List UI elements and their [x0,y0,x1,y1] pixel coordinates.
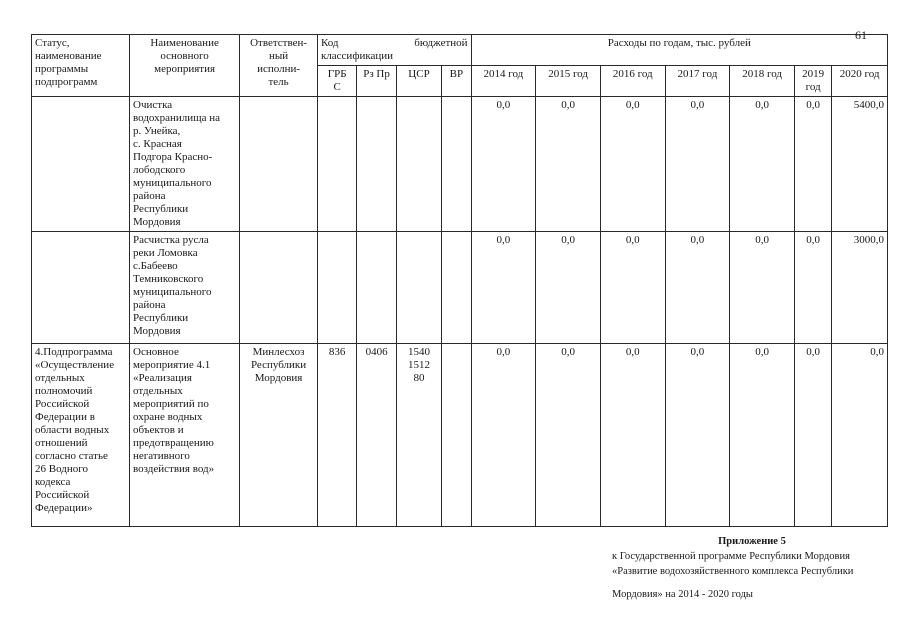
status-cell [32,231,130,343]
page-number: 61 [855,28,867,42]
appendix-line-1: к Государственной программе Республики Мордовия [612,551,850,563]
value-2020: 5400,0 [832,96,888,231]
appendix-note [612,534,902,602]
vr-cell [442,343,471,526]
value-2014: 0,0 [471,343,536,526]
csr-cell [396,231,441,343]
value-2014: 0,0 [471,96,536,231]
csr-cell [396,96,441,231]
status-cell: 4.Подпрограмма «Осуществление отдельных полномочий Российской Федерации в области водных отношений согласно статье 26 Водного кодекса Российской Федерации» [32,343,130,526]
header-kod-left: Код [320,37,339,49]
table-row [32,96,888,231]
header-vr: ВР [442,65,471,96]
measure-cell: Основное мероприятие 4.1 «Реализация отдельных мероприятий по охране водных объектов и предотвращению негативного воздействия вод» [130,343,240,526]
appendix-line-2: «Развитие водохозяйственного комплекса Республики [612,566,854,578]
appendix-title: Приложение 5 [718,536,786,547]
header-rzpr: Рз Пр [357,65,396,96]
value-2015: 0,0 [536,343,601,526]
budget-table [31,34,888,527]
grbs-cell [317,96,356,231]
header-year-2019: 2019 год [794,65,831,96]
header-year-2017: 2017 год [665,65,730,96]
value-2020: 3000,0 [832,231,888,343]
header-kod-right: бюджетной [414,37,468,49]
measure-cell: Расчистка русла реки Ломовка с.Бабеево Темниковского муниципального района Республики Мордовия [130,231,240,343]
value-2019: 0,0 [794,96,831,231]
value-2017: 0,0 [665,231,730,343]
header-expenses: Расходы по годам, тыс. рублей [471,35,887,66]
value-2019: 0,0 [794,343,831,526]
header-csr: ЦСР [396,65,441,96]
vr-cell [442,96,471,231]
grbs-cell: 836 [317,343,356,526]
header-row-top [32,35,888,66]
header-year-2018: 2018 год [730,65,795,96]
header-year-2015: 2015 год [536,65,601,96]
vr-cell [442,231,471,343]
header-status: Статус, наименование программы подпрограмм [32,35,130,97]
header-year-2016: 2016 год [600,65,665,96]
appendix-line-3: Мордовия» на 2014 - 2020 годы [612,588,753,600]
rzpr-cell: 0406 [357,343,396,526]
measure-cell: Очистка водохранилища на р. Унейка, с. Красная Подгора Красно- лободского муниципального района Республики Мордовия [130,96,240,231]
header-year-2014: 2014 год [471,65,536,96]
value-2014: 0,0 [471,231,536,343]
header-grbs: ГРБ С [317,65,356,96]
responsible-cell: Минлесхоз Республики Мордовия [240,343,318,526]
responsible-cell [240,231,318,343]
header-year-2020: 2020 год [832,65,888,96]
value-2017: 0,0 [665,96,730,231]
table-row [32,231,888,343]
rzpr-cell [357,231,396,343]
header-responsible: Ответствен- ный исполни- тель [240,35,318,97]
header-budget-code [317,35,471,66]
value-2018: 0,0 [730,96,795,231]
rzpr-cell [357,96,396,231]
responsible-cell [240,96,318,231]
value-2015: 0,0 [536,231,601,343]
value-2015: 0,0 [536,96,601,231]
value-2018: 0,0 [730,231,795,343]
value-2016: 0,0 [600,231,665,343]
value-2016: 0,0 [600,96,665,231]
value-2020: 0,0 [832,343,888,526]
status-cell [32,96,130,231]
csr-cell: 1540 1512 80 [396,343,441,526]
table-row [32,343,888,526]
header-kod-bottom: классификации [320,49,394,62]
value-2019: 0,0 [794,231,831,343]
value-2017: 0,0 [665,343,730,526]
header-measure: Наименование основного мероприятия [130,35,240,97]
value-2016: 0,0 [600,343,665,526]
value-2018: 0,0 [730,343,795,526]
grbs-cell [317,231,356,343]
